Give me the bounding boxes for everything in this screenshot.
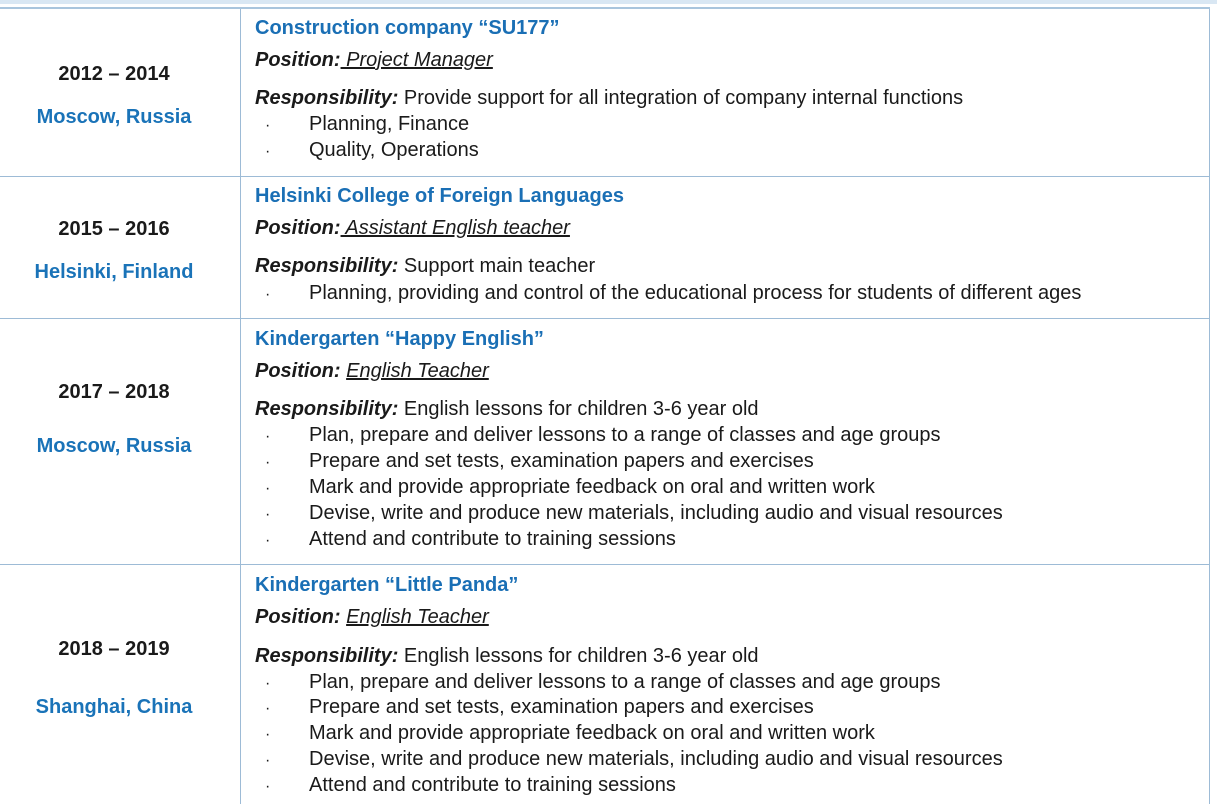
bullet-icon: ·: [265, 454, 271, 471]
list-item: · Plan, prepare and deliver lessons to a range of classes and age groups: [265, 671, 941, 693]
position-label: Position:: [255, 217, 341, 239]
date-location-cell: [0, 565, 241, 804]
employment-location: Moscow, Russia: [36, 106, 192, 128]
table-row: [0, 177, 1210, 319]
position-value: Project Manager: [340, 49, 493, 71]
responsibility-label: Responsibility:: [255, 87, 399, 109]
bullet-icon: ·: [265, 143, 271, 160]
list-item: · Mark and provide appropriate feedback on oral and written work: [265, 722, 875, 744]
employment-years: 2015 – 2016: [58, 218, 170, 240]
responsibility-text: Support main teacher: [398, 255, 596, 277]
table-row: [0, 9, 1210, 177]
responsibility-label: Responsibility:: [255, 255, 399, 277]
bullet-icon: ·: [265, 752, 271, 769]
list-item: · Plan, prepare and deliver lessons to a range of classes and age groups: [265, 424, 941, 446]
responsibility-line: [255, 398, 759, 421]
responsibility-line: [255, 255, 595, 278]
list-item: · Quality, Operations: [265, 139, 479, 161]
list-item: · Devise, write and produce new materials, including audio and visual resources: [265, 502, 1003, 524]
company-name: Kindergarten “Little Panda”: [255, 574, 519, 596]
position-value: English Teacher: [346, 606, 489, 628]
responsibility-text: English lessons for children 3-6 year old: [398, 645, 759, 667]
list-item: · Planning, providing and control of the educational process for students of different ages: [265, 282, 1082, 304]
position-value: English Teacher: [346, 360, 489, 382]
bullet-icon: ·: [265, 428, 271, 445]
responsibility-text: Provide support for all integration of company internal functions: [398, 87, 964, 109]
employment-location: Shanghai, China: [35, 696, 193, 718]
position-line: [255, 360, 489, 383]
bullet-icon: ·: [265, 506, 271, 523]
list-item: · Prepare and set tests, examination papers and exercises: [265, 696, 814, 718]
company-name: Helsinki College of Foreign Languages: [255, 185, 624, 207]
responsibility-text: English lessons for children 3-6 year old: [398, 398, 759, 420]
employment-location: Helsinki, Finland: [34, 261, 194, 283]
responsibility-label: Responsibility:: [255, 398, 399, 420]
position-label: Position:: [255, 606, 341, 628]
list-item: · Attend and contribute to training sessions: [265, 528, 676, 550]
date-location-cell: [0, 9, 241, 176]
bullet-icon: ·: [265, 286, 271, 303]
position-line: [255, 217, 570, 240]
table-row: [0, 319, 1210, 565]
list-item: · Prepare and set tests, examination papers and exercises: [265, 450, 814, 472]
position-line: [255, 49, 493, 72]
table-row: [0, 565, 1210, 804]
date-location-cell: [0, 177, 241, 318]
employment-years: 2017 – 2018: [58, 381, 170, 403]
employment-years: 2012 – 2014: [58, 63, 170, 85]
employment-years: 2018 – 2019: [58, 638, 170, 660]
employment-location: Moscow, Russia: [36, 435, 192, 457]
list-item: · Devise, write and produce new materials, including audio and visual resources: [265, 748, 1003, 770]
company-name: Construction company “SU177”: [255, 17, 560, 39]
bullet-icon: ·: [265, 117, 271, 134]
list-item: · Mark and provide appropriate feedback on oral and written work: [265, 476, 875, 498]
date-location-cell: [0, 319, 241, 564]
position-value: Assistant English teacher: [340, 217, 570, 239]
position-line: [255, 606, 489, 629]
top-band: [0, 0, 1217, 4]
responsibility-line: [255, 87, 963, 110]
company-name: Kindergarten “Happy English”: [255, 328, 544, 350]
bullet-icon: ·: [265, 700, 271, 717]
position-label: Position:: [255, 360, 341, 382]
responsibility-line: [255, 645, 759, 668]
bullet-icon: ·: [265, 480, 271, 497]
bullet-icon: ·: [265, 778, 271, 795]
bullet-icon: ·: [265, 532, 271, 549]
list-item: · Attend and contribute to training sessions: [265, 774, 676, 796]
bullet-icon: ·: [265, 726, 271, 743]
responsibility-label: Responsibility:: [255, 645, 399, 667]
position-label: Position:: [255, 49, 341, 71]
list-item: · Planning, Finance: [265, 113, 470, 135]
bullet-icon: ·: [265, 675, 271, 692]
